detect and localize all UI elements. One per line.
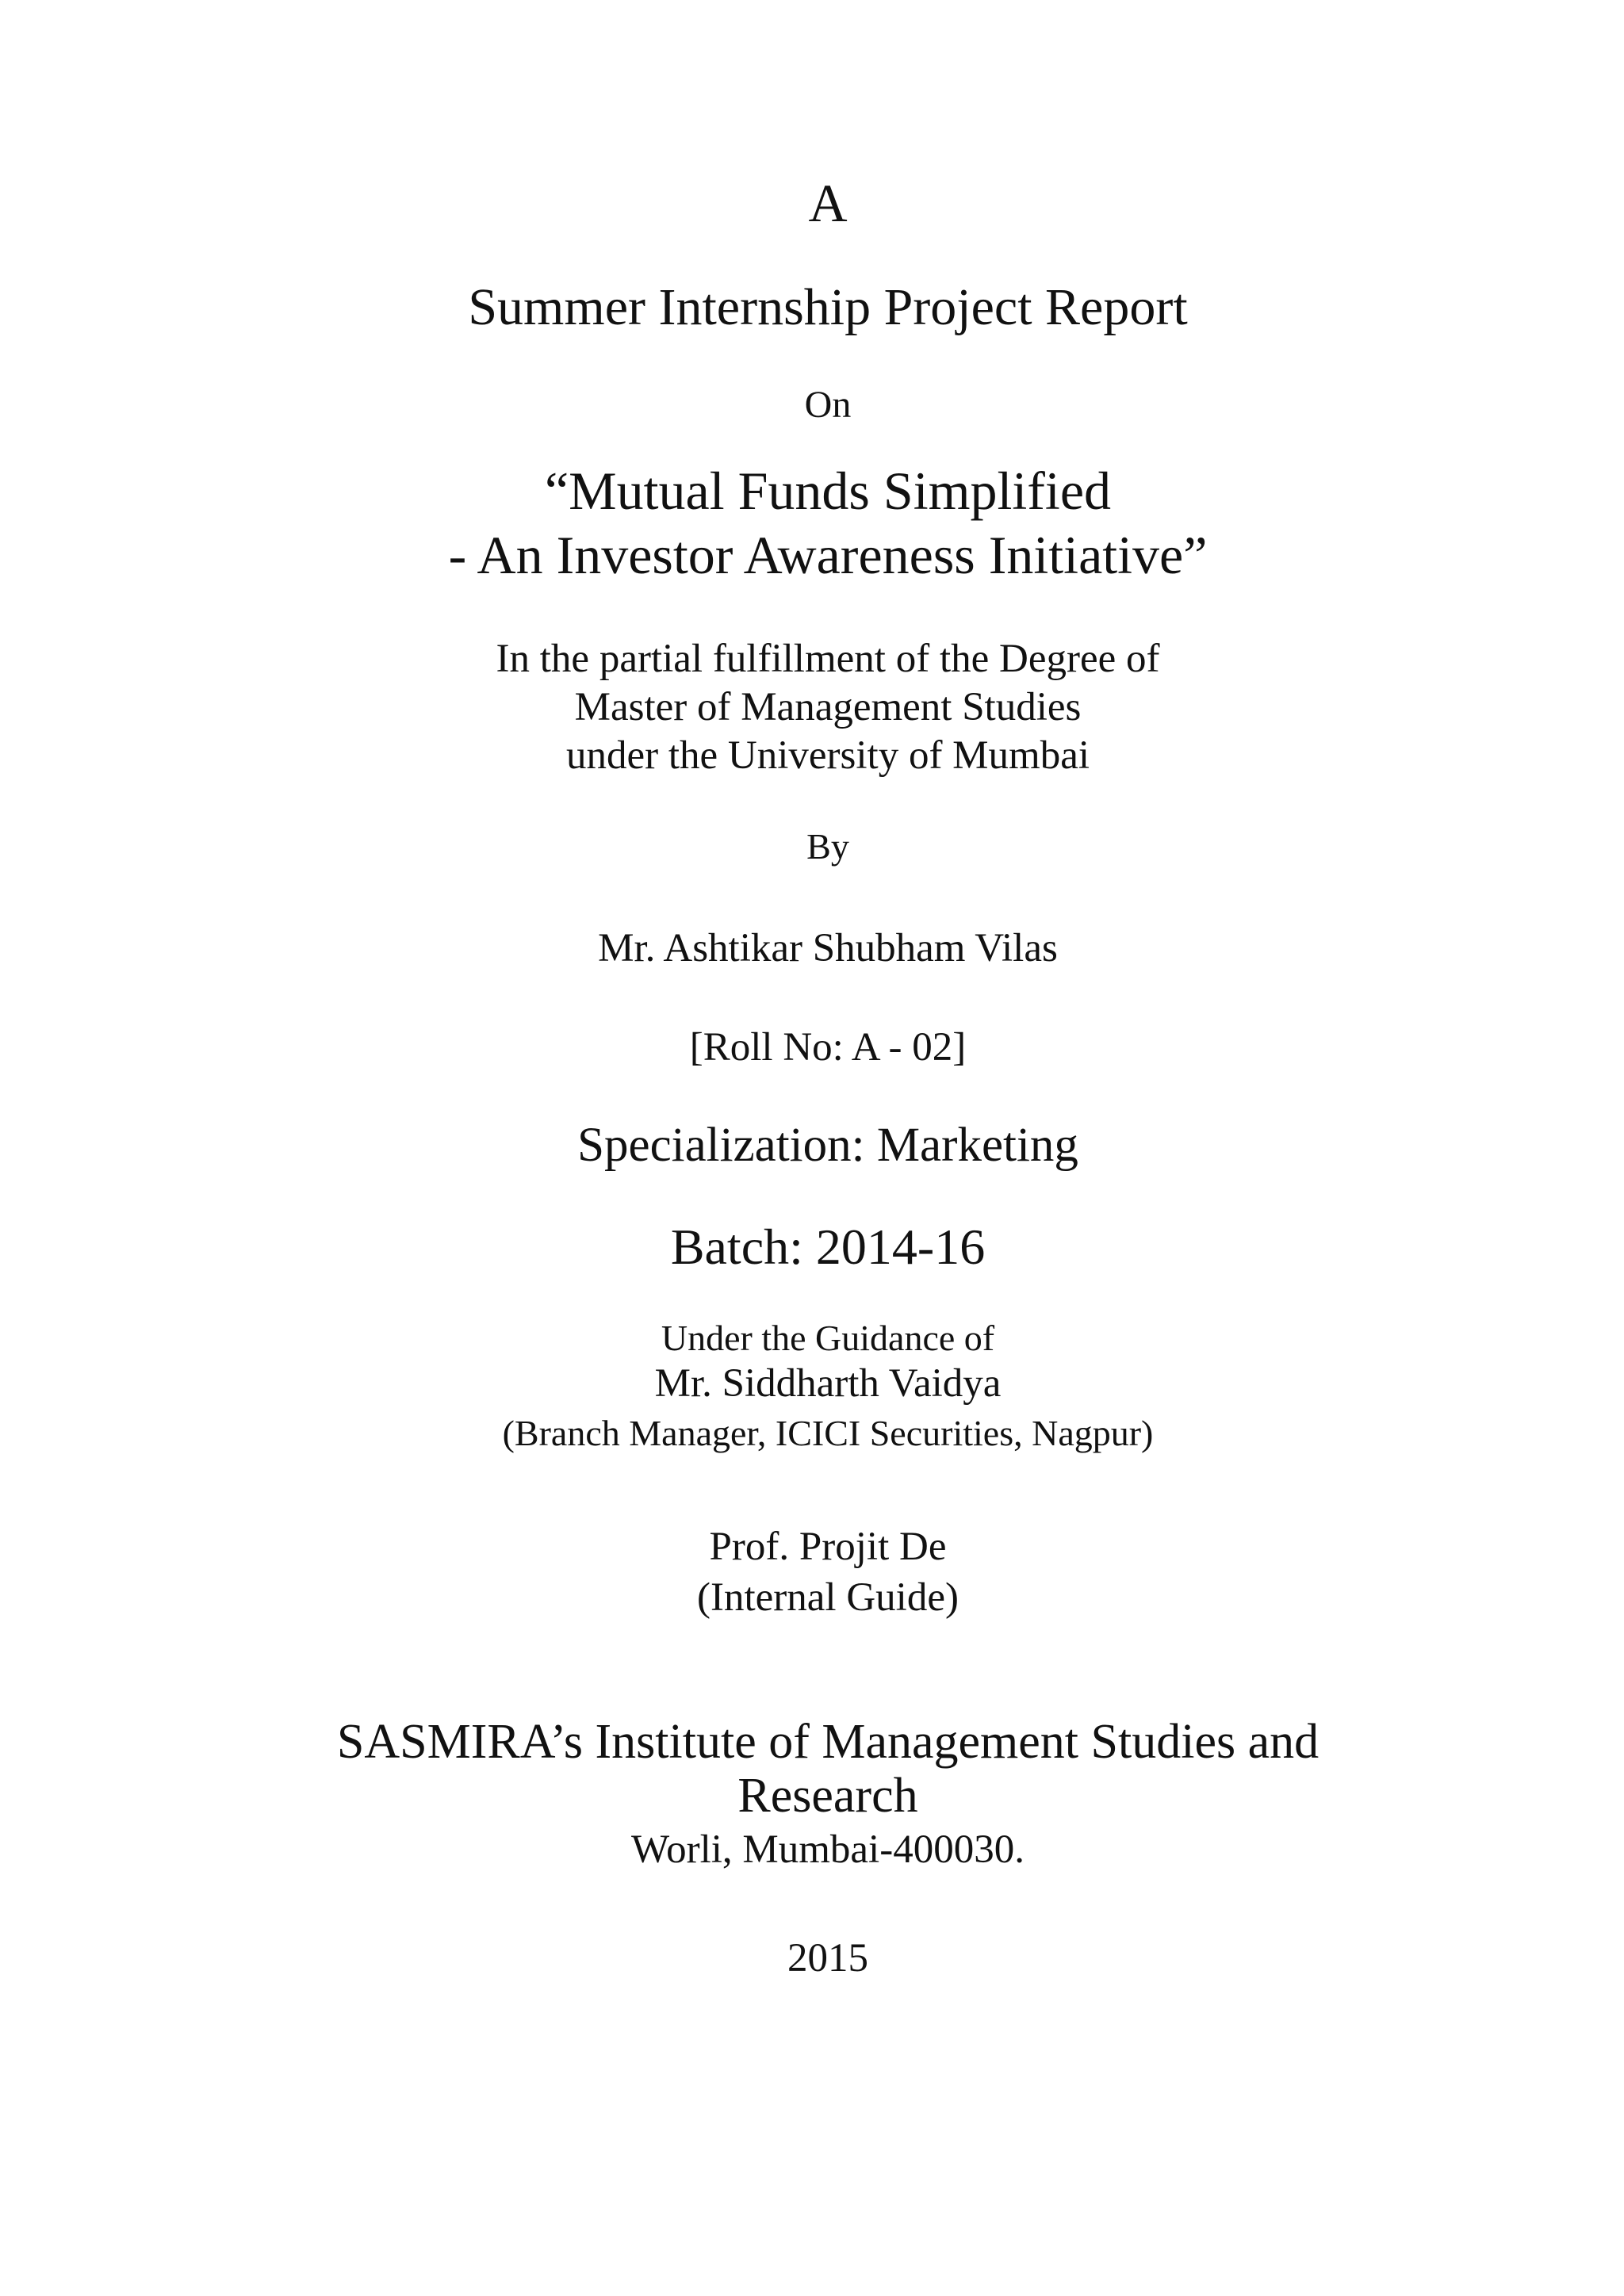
degree-statement-line2: Master of Management Studies bbox=[574, 685, 1082, 729]
external-guide-name: Mr. Siddharth Vaidya bbox=[654, 1361, 1002, 1406]
specialization: Specialization: Marketing bbox=[577, 1119, 1078, 1172]
internal-guide-role: (Internal Guide) bbox=[697, 1575, 959, 1620]
report-type-heading: Summer Internship Project Report bbox=[468, 278, 1188, 336]
guidance-label: Under the Guidance of bbox=[661, 1318, 995, 1358]
institute-name-line1: SASMIRA’s Institute of Management Studies and bbox=[336, 1715, 1320, 1769]
degree-statement-line3: under the University of Mumbai bbox=[565, 733, 1090, 778]
by-label: By bbox=[806, 826, 849, 867]
degree-statement-line1: In the partial fulfillment of the Degree of bbox=[496, 637, 1160, 681]
submission-year: 2015 bbox=[787, 1936, 868, 1980]
project-title-line2: - An Investor Awareness Initiative” bbox=[448, 525, 1208, 585]
student-name: Mr. Ashtikar Shubham Vilas bbox=[598, 926, 1058, 970]
internal-guide-name: Prof. Projit De bbox=[709, 1525, 947, 1569]
institute-address: Worli, Mumbai-400030. bbox=[631, 1827, 1025, 1872]
roll-number: [Roll No: A - 02] bbox=[689, 1025, 967, 1070]
project-title-line1: “Mutual Funds Simplified bbox=[545, 461, 1111, 521]
article-heading: A bbox=[808, 173, 848, 233]
batch: Batch: 2014-16 bbox=[670, 1219, 986, 1275]
external-guide-role: (Branch Manager, ICICI Securities, Nagpur) bbox=[502, 1413, 1154, 1453]
institute-name-line2: Research bbox=[737, 1769, 918, 1823]
on-label: On bbox=[804, 384, 852, 426]
